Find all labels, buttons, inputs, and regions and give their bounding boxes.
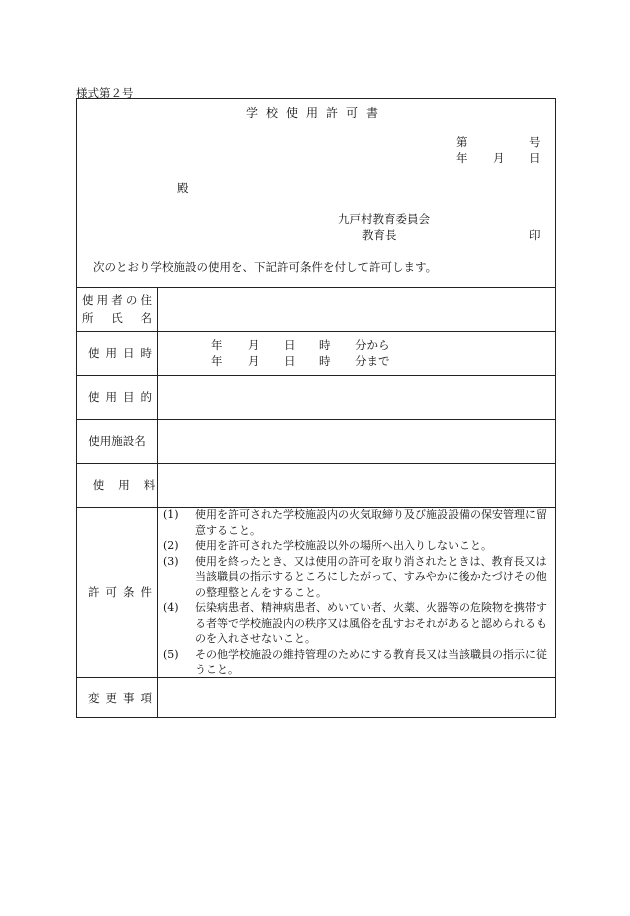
condition-item bbox=[163, 647, 553, 678]
label-user-address bbox=[77, 287, 157, 331]
condition-text: その他学校施設の維持管理のためにする教育長又は当該職員の指示に従うこと。 bbox=[195, 647, 547, 676]
doc-no-prefix: 第 bbox=[456, 135, 468, 149]
permit-form bbox=[76, 98, 556, 718]
label-usage-datetime: 使用日時 bbox=[88, 346, 158, 360]
condition-number: (2) bbox=[163, 539, 179, 552]
condition-item bbox=[163, 554, 553, 601]
from-hour: 時 bbox=[319, 338, 331, 352]
label-facility-name: 使用施設名 bbox=[88, 434, 146, 448]
from-year: 年 bbox=[211, 338, 223, 352]
condition-item bbox=[163, 507, 553, 538]
from-month: 月 bbox=[248, 338, 260, 352]
label-conditions: 許可条件 bbox=[88, 585, 158, 599]
issuer-organization: 九戸村教育委員会 bbox=[338, 212, 430, 226]
condition-number: (3) bbox=[163, 554, 179, 568]
from-day: 日 bbox=[284, 338, 296, 352]
condition-item bbox=[163, 538, 553, 554]
seal-mark: 印 bbox=[529, 228, 541, 242]
form-number: 様式第２号 bbox=[76, 86, 134, 100]
to-year: 年 bbox=[211, 354, 223, 368]
condition-text: 使用を許可された学校施設内の火気取締り及び施設設備の保安管理に留意すること。 bbox=[195, 508, 547, 537]
condition-number: (1) bbox=[163, 508, 179, 521]
date-day: 日 bbox=[529, 151, 541, 165]
conditions-list bbox=[163, 507, 553, 678]
label-user-address-line2: 所 氏 名 bbox=[82, 311, 152, 325]
document-title: 学校使用許可書 bbox=[245, 106, 386, 120]
issuer-title: 教育長 bbox=[362, 228, 397, 242]
label-usage-purpose: 使用目的 bbox=[88, 390, 158, 404]
condition-text: 使用を終ったとき、又は使用の許可を取り消されたときは、教育長又は当該職員の指示するところにしたがって、すみやかに後かたづけその他の整理整とんをすること。 bbox=[195, 554, 547, 599]
to-minute: 分まで bbox=[355, 354, 390, 368]
condition-text: 使用を許可された学校施設以外の場所へ出入りしないこと。 bbox=[195, 539, 492, 552]
date-month: 月 bbox=[493, 151, 505, 165]
date-year: 年 bbox=[456, 151, 468, 165]
intro-text: 次のとおり学校施設の使用を、下記許可条件を付して許可します。 bbox=[93, 260, 438, 274]
to-hour: 時 bbox=[319, 354, 331, 368]
label-user-address-line1: 使用者の住 bbox=[82, 293, 152, 307]
label-fee: 使用料 bbox=[92, 478, 170, 492]
addressee-suffix: 殿 bbox=[177, 181, 189, 195]
condition-number: (5) bbox=[163, 647, 179, 661]
condition-number: (4) bbox=[163, 601, 179, 614]
doc-no-suffix: 号 bbox=[529, 135, 541, 149]
label-changes: 変更事項 bbox=[88, 691, 158, 705]
condition-text: 伝染病患者、精神病患者、めいてい者、火薬、火器等の危険物を携帯する者等で学校施設内の秩序又は風俗を乱すおそれがあると認められるものを入れさせないこと。 bbox=[195, 601, 547, 645]
to-day: 日 bbox=[284, 354, 296, 368]
from-minute: 分から bbox=[355, 338, 390, 352]
condition-item bbox=[163, 600, 553, 647]
to-month: 月 bbox=[248, 354, 260, 368]
